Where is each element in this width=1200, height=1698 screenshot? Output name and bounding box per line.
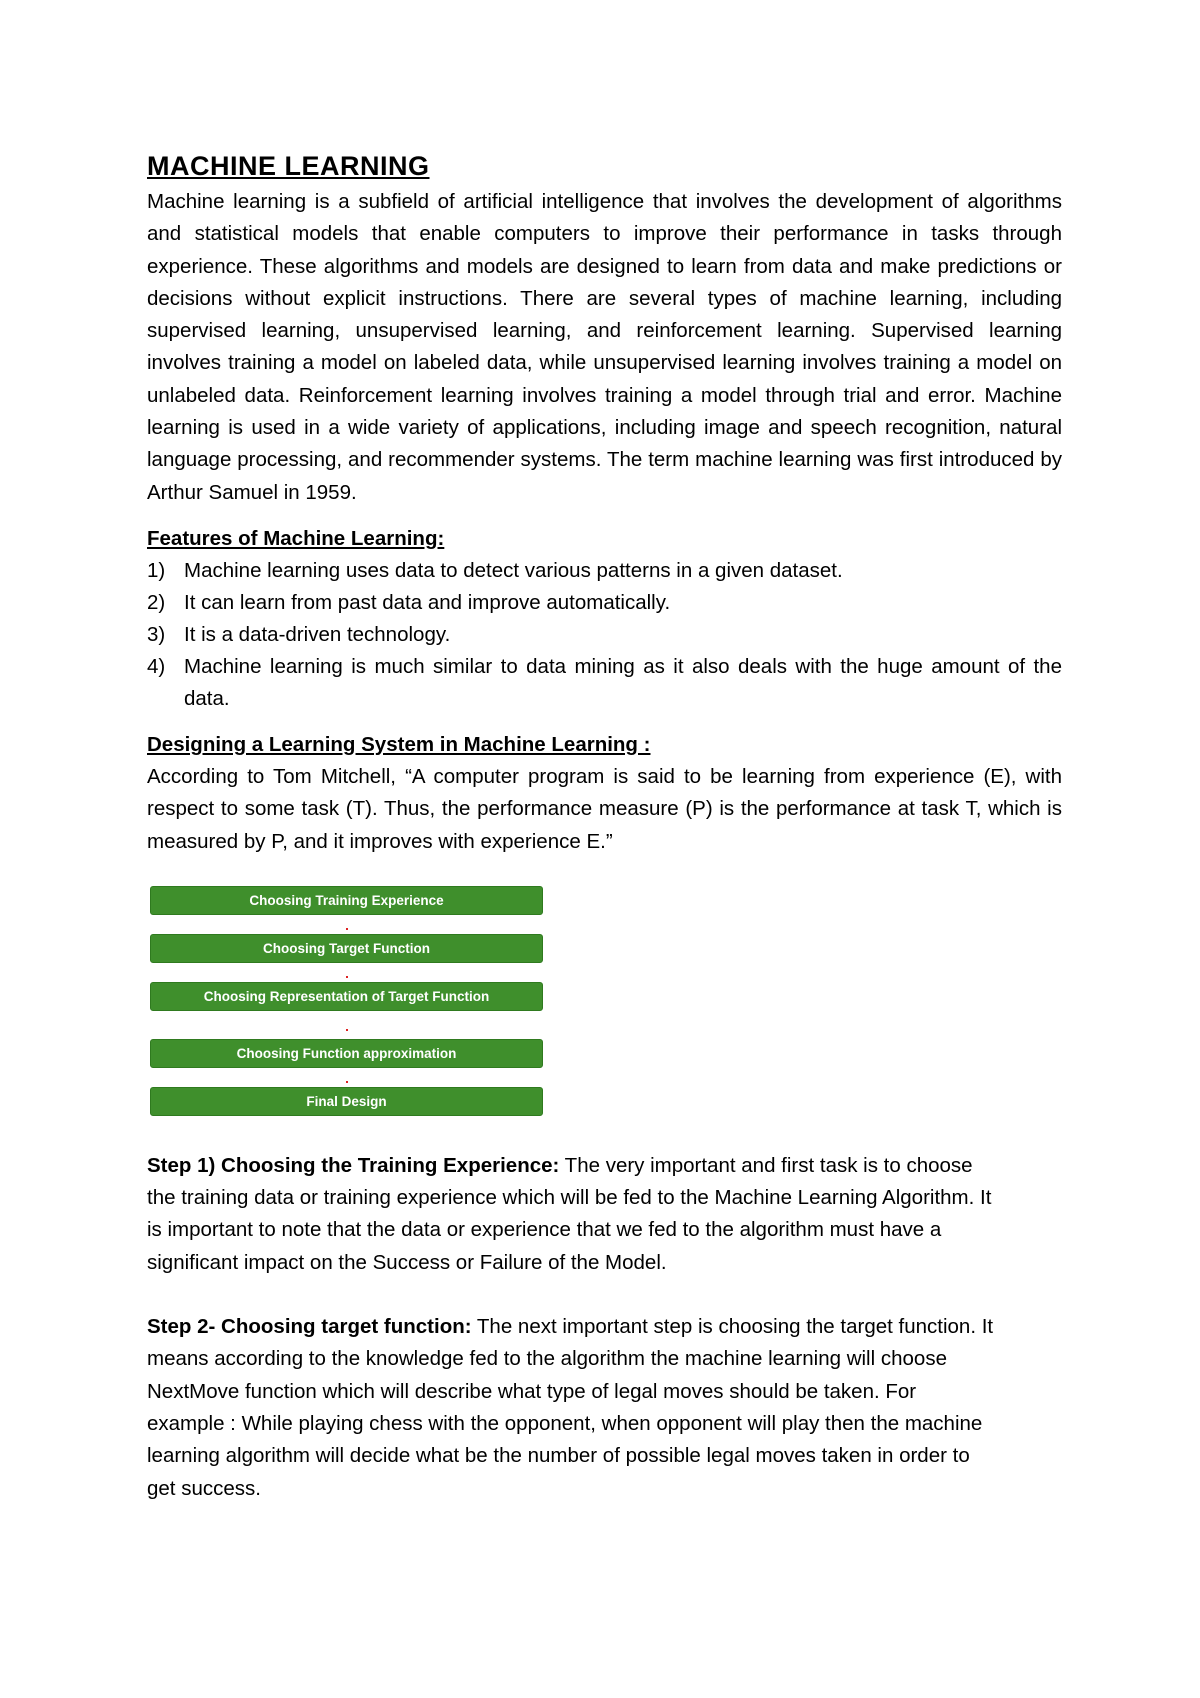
list-item [147,555,1062,587]
list-item [147,651,1062,715]
flowchart-connector [346,1029,348,1031]
flowchart-box-function-approximation: Choosing Function approximation [150,1039,543,1068]
designing-heading: Designing a Learning System in Machine Learning : [147,732,651,756]
intro-paragraph: Machine learning is a subfield of artificial intelligence that involves the development of algorithms and statistical models that enable computers to improve their performance in tasks through experience. These algorithms and models are designed to learn from data and make predictions or decisions without explicit instructions. There are several types of machine learning, including supervised learning, unsupervised learning, and reinforcement learning. Supervised learning involves training a model on labeled data, while unsupervised learning involves training a model on unlabeled data. Reinforcement learning involves training a model through trial and error. Machine learning is used in a wide variety of applications, including image and speech recognition, natural language processing, and recommender systems. The term machine learning was first introduced by Arthur Samuel in 1959. [147,190,1062,504]
list-item [147,587,1062,619]
step-2-text: The next important step is choosing the target function. It means according to the knowledge fed to the algorithm the machine learning will choose NextMove function which will describe what type of legal moves should be taken. For example : While playing chess with the opponent, when opponent will play then the machine learning algorithm will decide what be the number of possible legal moves taken in order to get success. [147,1315,994,1500]
flowchart-box-representation: Choosing Representation of Target Function [150,982,543,1011]
list-item-number: 3) [147,622,166,646]
step-1-label: Step 1) Choosing the Training Experience: [147,1153,560,1177]
list-item-text: Machine learning is much similar to data mining as it also deals with the huge amount of the data. [184,654,1062,710]
list-item-number: 4) [147,654,166,678]
flowchart-connector [346,928,348,930]
list-item-number: 1) [147,558,166,582]
flowchart-box-target-function: Choosing Target Function [150,934,543,963]
step-2-label: Step 2- Choosing target function: [147,1315,472,1339]
features-heading: Features of Machine Learning: [147,526,445,550]
step-1-text: The very important and first task is to choose the training data or training experience which will be fed to the Machine Learning Algorithm. It is important to note that the data or experience that we fed to the algorithm must have a significant impact on the Success or Failure of the Model. [147,1153,992,1274]
document-page [147,148,1062,1505]
step-2-paragraph [147,1311,997,1505]
step-1-paragraph [147,1150,997,1279]
features-list [147,555,1062,715]
flowchart-connector [346,976,348,978]
list-item-text: Machine learning uses data to detect various patterns in a given dataset. [184,558,843,582]
list-item [147,619,1062,651]
list-item-text: It is a data-driven technology. [184,622,451,646]
learning-system-flowchart [150,886,550,1126]
flowchart-connector [346,1081,348,1083]
page-title: MACHINE LEARNING [147,151,430,181]
designing-paragraph: According to Tom Mitchell, “A computer program is said to be learning from experience (E), with respect to some task (T). Thus, the performance measure (P) is the performance at task T, which is measured by P, and it improves with experience E.” [147,764,1062,853]
flowchart-box-training-experience: Choosing Training Experience [150,886,543,915]
flowchart-box-final-design: Final Design [150,1087,543,1116]
list-item-number: 2) [147,590,166,614]
list-item-text: It can learn from past data and improve automatically. [184,590,671,614]
